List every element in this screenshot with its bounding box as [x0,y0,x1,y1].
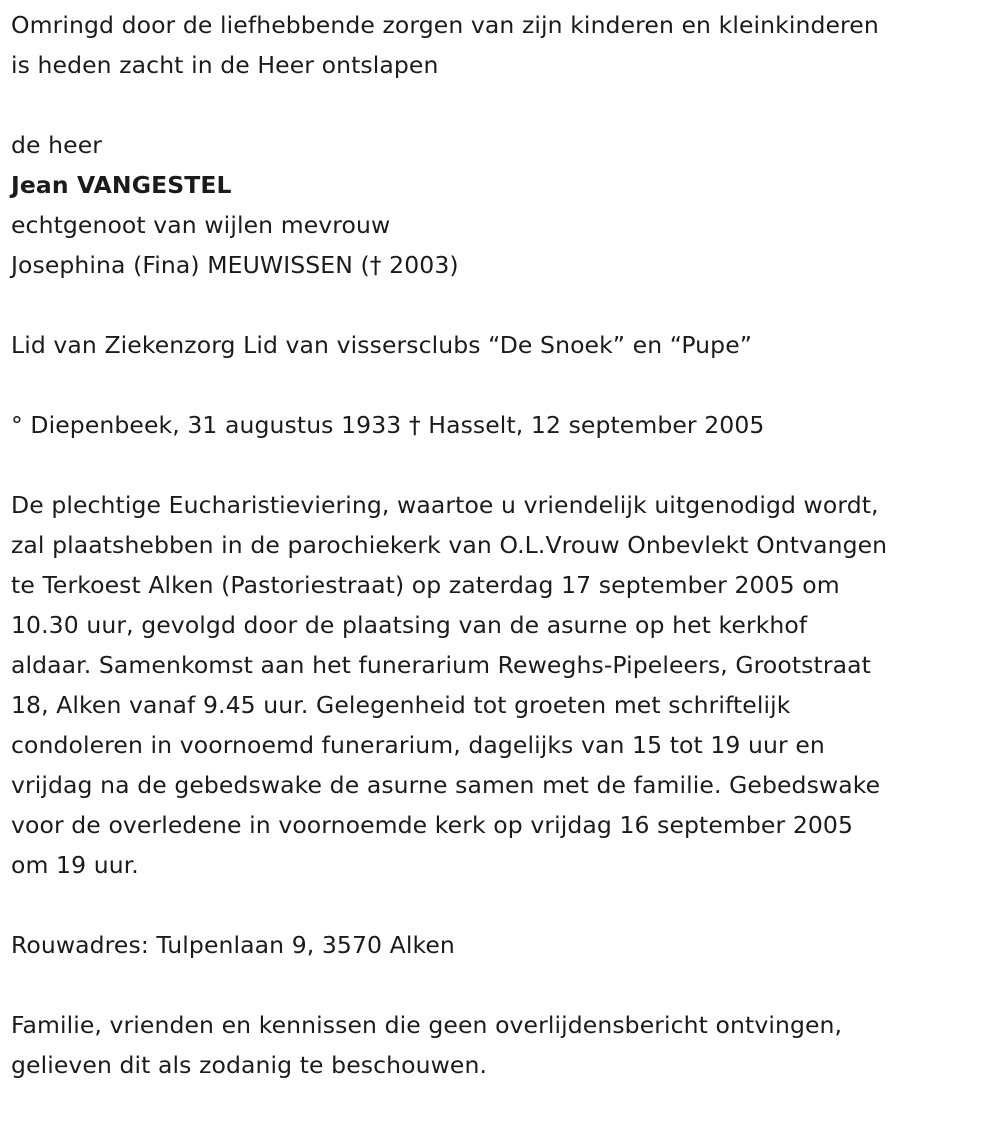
address-paragraph [11,925,1000,965]
ceremony-line: voor de overledene in voornoemde kerk op vrijdag 16 september 2005 [11,811,854,839]
spouse-label: echtgenoot van wijlen mevrouw [11,211,391,239]
closing-line: gelieven dit als zodanig te beschouwen. [11,1051,488,1079]
ceremony-line: aldaar. Samenkomst aan het funerarium Reweghs-Pipeleers, Grootstraat [11,651,871,679]
memberships-paragraph [11,325,1000,365]
ceremony-line: De plechtige Eucharistieviering, waartoe u vriendelijk uitgenodigd wordt, [11,491,879,519]
mourning-address: Rouwadres: Tulpenlaan 9, 3570 Alken [11,931,455,959]
intro-line: Omringd door de liefhebbende zorgen van zijn kinderen en kleinkinderen [11,11,879,39]
deceased-name: Jean VANGESTEL [11,171,232,199]
spacer [11,445,1000,485]
spacer [11,365,1000,405]
closing-paragraph [11,1005,1000,1085]
intro-line: is heden zacht in de Heer ontslapen [11,51,439,79]
spacer [11,85,1000,125]
ceremony-line: vrijdag na de gebedswake de asurne samen met de familie. Gebedswake [11,771,881,799]
ceremony-line: condoleren in voornoemd funerarium, dagelijks van 15 tot 19 uur en [11,731,825,759]
spacer [11,285,1000,325]
ceremony-line: te Terkoest Alken (Pastoriestraat) op zaterdag 17 september 2005 om [11,571,840,599]
spacer [11,965,1000,1005]
deceased-block [11,125,1000,285]
ceremony-line: zal plaatshebben in de parochiekerk van O.L.Vrouw Onbevlekt Ontvangen [11,531,888,559]
intro-paragraph [11,0,1000,85]
spacer [11,885,1000,925]
ceremony-line: 10.30 uur, gevolgd door de plaatsing van de asurne op het kerkhof [11,611,808,639]
spouse-name: Josephina (Fina) MEUWISSEN († 2003) [11,251,459,279]
birth-death-paragraph [11,405,1000,445]
ceremony-paragraph [11,485,1000,885]
ceremony-line: om 19 uur. [11,851,139,879]
birth-death-text: ° Diepenbeek, 31 augustus 1933 † Hasselt, 12 september 2005 [11,411,765,439]
title-prefix: de heer [11,131,103,159]
memberships-text: Lid van Ziekenzorg Lid van vissersclubs “De Snoek” en “Pupe” [11,331,753,359]
closing-line: Familie, vrienden en kennissen die geen overlijdensbericht ontvingen, [11,1011,843,1039]
ceremony-line: 18, Alken vanaf 9.45 uur. Gelegenheid tot groeten met schriftelijk [11,691,791,719]
